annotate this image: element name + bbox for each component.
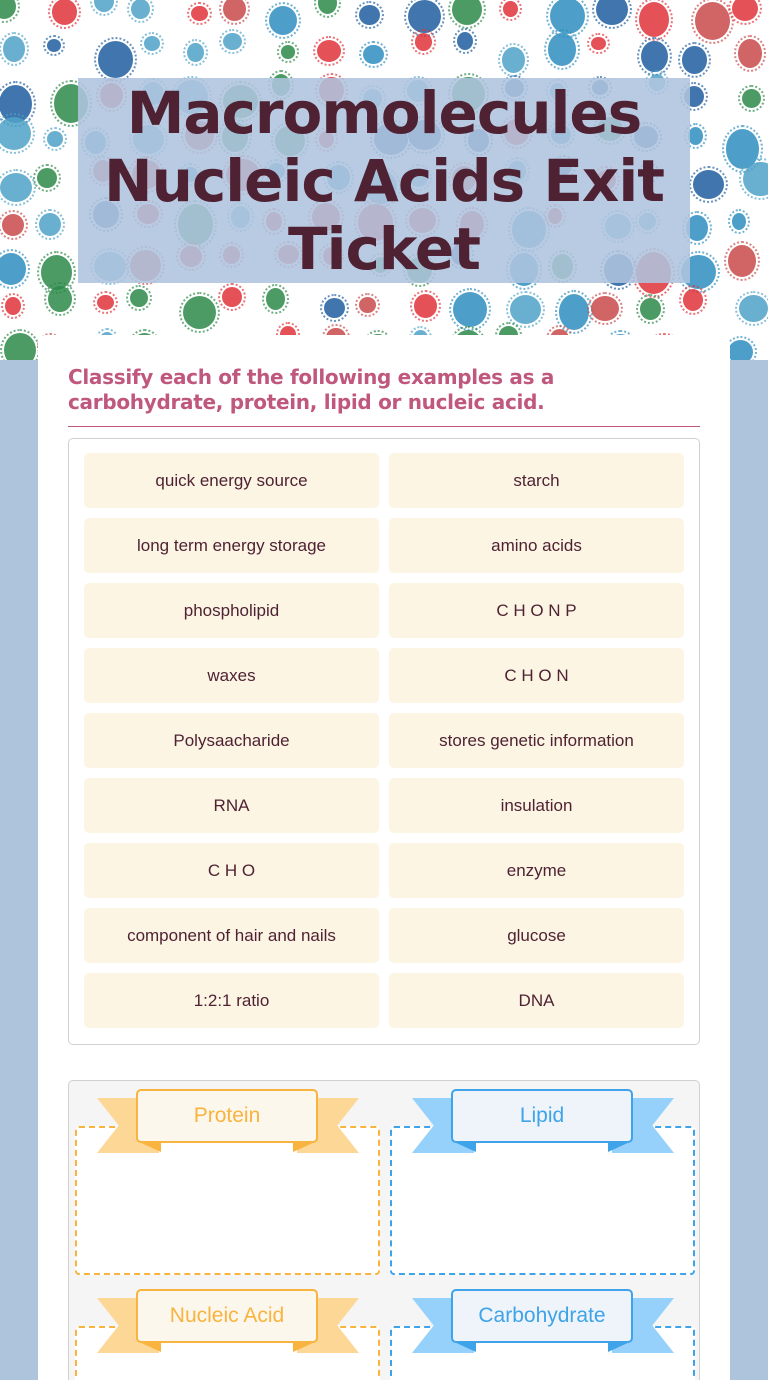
draggable-item[interactable]: glucose <box>389 908 684 963</box>
draggable-items-container <box>68 438 700 1045</box>
items-grid <box>84 453 684 1028</box>
draggable-item[interactable]: long term energy storage <box>84 518 379 573</box>
draggable-item[interactable]: starch <box>389 453 684 508</box>
category-label-lipid: Lipid <box>451 1089 633 1143</box>
draggable-item[interactable]: C H O N P <box>389 583 684 638</box>
draggable-item[interactable]: RNA <box>84 778 379 833</box>
header-banner <box>0 0 768 360</box>
category-label-protein: Protein <box>136 1089 318 1143</box>
draggable-item[interactable]: C H O N <box>389 648 684 703</box>
draggable-item[interactable]: 1:2:1 ratio <box>84 973 379 1028</box>
draggable-item[interactable]: stores genetic information <box>389 713 684 768</box>
category-label-carbohydrate: Carbohydrate <box>451 1289 633 1343</box>
worksheet-card <box>38 335 730 1380</box>
title-box <box>78 78 690 283</box>
draggable-item[interactable]: waxes <box>84 648 379 703</box>
draggable-item[interactable]: insulation <box>389 778 684 833</box>
draggable-item[interactable]: enzyme <box>389 843 684 898</box>
draggable-item[interactable]: quick energy source <box>84 453 379 508</box>
category-bins-container <box>68 1080 700 1380</box>
page-title: Macromolecules Nucleic Acids Exit Ticket <box>104 78 664 283</box>
category-bin-carbohydrate <box>390 1289 695 1380</box>
draggable-item[interactable]: component of hair and nails <box>84 908 379 963</box>
draggable-item[interactable]: DNA <box>389 973 684 1028</box>
draggable-item[interactable]: Polysaacharide <box>84 713 379 768</box>
draggable-item[interactable]: amino acids <box>389 518 684 573</box>
draggable-item[interactable]: phospholipid <box>84 583 379 638</box>
draggable-item[interactable]: C H O <box>84 843 379 898</box>
category-label-nucleic-acid: Nucleic Acid <box>136 1289 318 1343</box>
divider <box>68 426 700 427</box>
category-bin-protein <box>75 1089 380 1289</box>
category-bin-nucleic-acid <box>75 1289 380 1380</box>
category-bin-lipid <box>390 1089 695 1289</box>
instructions-text: Classify each of the following examples as a carbohydrate, protein, lipid or nucleic acid. <box>68 365 555 414</box>
